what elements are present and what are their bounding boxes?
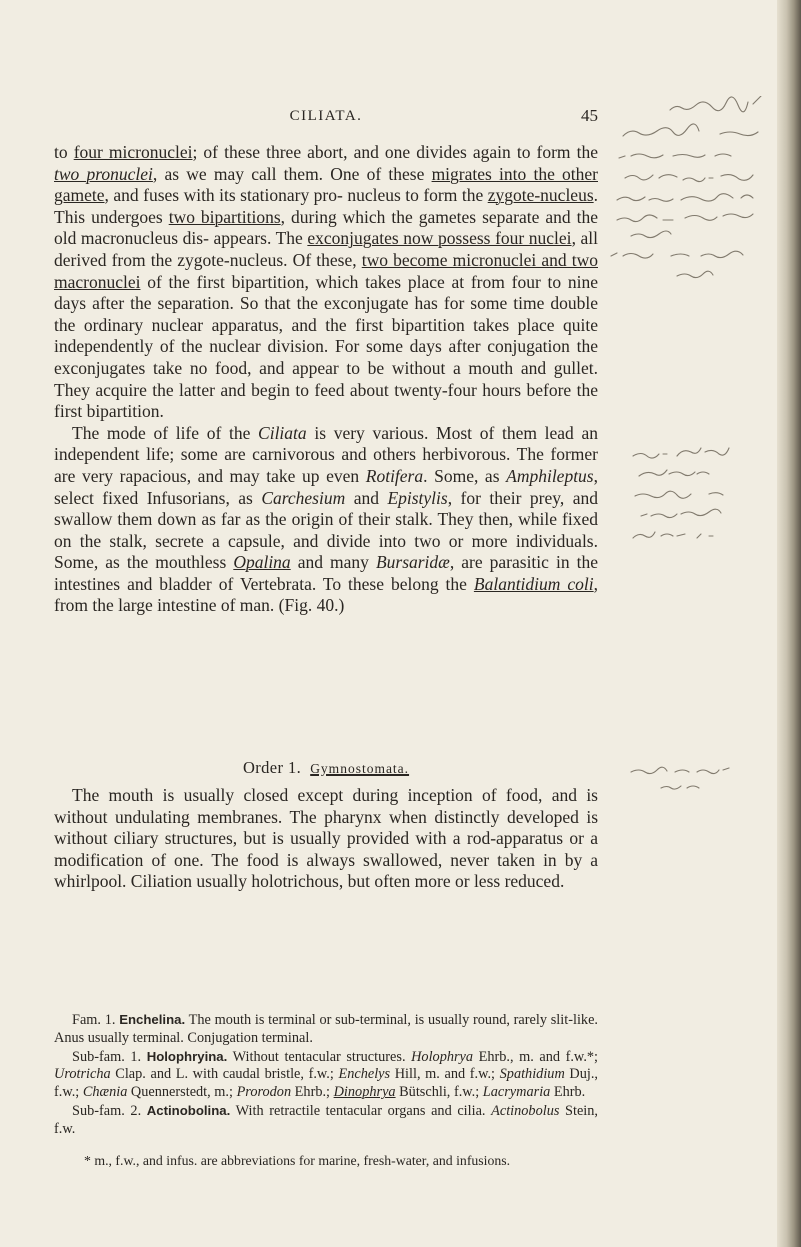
- text-run: and: [345, 487, 388, 508]
- text-run: Ehrb.;: [291, 1084, 334, 1101]
- underlined-phrase: migrates into the other gamete: [54, 163, 598, 206]
- subfamily-name: Holophryina.: [146, 1048, 228, 1064]
- text-run: Sub-fam. 1.: [72, 1048, 142, 1065]
- text-run: , and fuses with its stationary pro-: [104, 185, 343, 206]
- text-run: , select fixed Infusorians, as: [54, 465, 598, 508]
- subfamily-name: Actinobolina.: [146, 1102, 231, 1118]
- text-run: The mode of life of the: [72, 422, 259, 443]
- taxon-name: Ciliata: [258, 422, 307, 443]
- text-run: Ehrb., m. and f.w.*;: [473, 1048, 599, 1065]
- genus-name: Actinobolus: [491, 1102, 560, 1119]
- genus-name: Enchelys: [338, 1066, 391, 1083]
- text-run: Bütschli, f.w.;: [395, 1084, 483, 1101]
- genus-name: Prorodon: [236, 1084, 292, 1101]
- section-heading: [54, 758, 598, 778]
- text-run: Clap. and L. with caudal bristle, f.w.;: [110, 1066, 339, 1083]
- taxon-name: Balantidium coli: [473, 573, 594, 594]
- genus-name: Holophrya: [411, 1048, 474, 1065]
- paragraph-conjugation: [54, 142, 598, 423]
- taxon-name: Opalina: [233, 552, 291, 573]
- text-run: . This undergoes: [54, 185, 599, 227]
- text-run: Stein, f.w.: [54, 1102, 598, 1137]
- text-run: Duj., f.w.;: [54, 1066, 598, 1101]
- taxon-name: Rotifera: [365, 465, 424, 486]
- genus-name: Spathidium: [499, 1066, 565, 1083]
- text-run: , are parasitic in the intestines and bladder of Vertebrata. To these belong the: [54, 552, 598, 594]
- footnote: * m., f.w., and infus. are abbreviations for marine, fresh-water, and infusions.: [84, 1153, 511, 1168]
- paragraph-mode-of-life: [54, 423, 598, 617]
- text-run: nucleus to form the: [347, 185, 488, 206]
- taxon-name: Carchesium: [261, 487, 346, 508]
- text-run: Without tentacular structures.: [227, 1048, 412, 1065]
- genus-name: Urotricha: [54, 1066, 111, 1083]
- text-run: from the zygote-nucleus. Of these,: [111, 249, 362, 270]
- subfamily-entry-1: [54, 1048, 598, 1102]
- book-binding-edge: [777, 0, 801, 1247]
- order-number: Order 1.: [242, 758, 302, 777]
- taxon-name: Bursaridæ: [375, 552, 450, 573]
- running-title: CILIATA.: [289, 108, 363, 124]
- underlined-phrase: two become micronuclei and two: [361, 249, 598, 270]
- text-run: appears. The: [213, 228, 308, 249]
- text-run: , from the large intestine of man. (Fig. 40.): [54, 573, 598, 616]
- text-run: ,: [280, 206, 286, 227]
- genus-name: Dinophrya: [333, 1084, 396, 1101]
- genus-name: Lacrymaria: [482, 1084, 551, 1101]
- classification-text: [54, 1011, 598, 1139]
- margin-handwriting: [605, 96, 775, 816]
- text-run: Hill, m. and f.w.;: [390, 1066, 500, 1083]
- text-run: and many: [290, 552, 376, 573]
- underlined-phrase: macronuclei: [54, 271, 141, 292]
- text-run: Sub-fam. 2.: [72, 1102, 142, 1119]
- text-run: Quennerstedt, m.;: [127, 1084, 237, 1101]
- text-run: . Some, as: [423, 465, 507, 486]
- main-text: [54, 142, 598, 617]
- text-run: is very various. Most of them lead an independent life; some are carnivorous and others herbivorous. The former are very rapacious, and may take up even: [54, 422, 598, 486]
- text-run: , as we may call them. One of these: [152, 163, 425, 184]
- underlined-phrase: two bipartitions: [168, 206, 281, 227]
- text-run: ; of these three abort, and one divides again: [192, 142, 511, 162]
- underlined-phrase: four micronuclei: [73, 142, 193, 162]
- family-name: Enchelina.: [119, 1012, 186, 1027]
- underlined-phrase: exconjugates now possess four nuclei: [307, 228, 572, 249]
- text-run: during which the gametes separate and the old macronucleus dis-: [54, 206, 599, 249]
- text-run: , for their prey, and swallow them down as far as the origin of their stalk. They then, while fixed on the stalk, secrete a capsule, and divide into two or more individuals. Some, as the mouthless: [54, 487, 598, 573]
- text-run: of the first bipartition, which takes place at from four to nine days after the separation. So that the exconjugate has for some time double the ordinary nuclear apparatus, and the first bipartition takes place quite independently of the nuclear division. For some days after conjugation the exconjugates take no food, and appear to be without a mouth and gullet. They acquire the latter and begin to feed about twenty-four hours before the first bipartition.: [54, 271, 598, 422]
- running-head: [54, 108, 598, 128]
- taxon-name: Amphileptus: [506, 465, 594, 486]
- page-number: 45: [581, 106, 598, 125]
- text-run: , all derived: [54, 228, 598, 270]
- text-run: Ehrb.: [550, 1084, 586, 1101]
- subfamily-entry-2: [54, 1102, 598, 1139]
- genus-name: Chænia: [82, 1084, 128, 1101]
- text-run: to: [54, 142, 74, 162]
- text-run: With retractile tentacular organs and cilia.: [230, 1102, 492, 1119]
- paragraph-gymnostomata: The mouth is usually closed except during inception of food, and is without undulating membranes. The pharynx when distinctly developed is without ciliary structures, but is usually provided with a rod-apparatus or a modification of one. The food is always swallowed, never taken in by a whirlpool. Ciliation usually holotrichous, but often more or less reduced.: [54, 785, 598, 892]
- order-name: Gymnostomata.: [310, 761, 410, 776]
- underlined-phrase: zygote-nucleus: [487, 185, 594, 206]
- text-run: The mouth is terminal or sub-terminal, is usually round, rarely slit-like. Anus usually terminal. Conjugation terminal.: [54, 1012, 598, 1046]
- underlined-phrase: two pronuclei: [54, 163, 153, 184]
- taxon-name: Epistylis: [387, 487, 448, 508]
- text-run: Fam. 1.: [72, 1012, 116, 1028]
- text-run: to form the: [516, 142, 598, 162]
- family-entry: [54, 1011, 598, 1048]
- section-text: [54, 785, 598, 893]
